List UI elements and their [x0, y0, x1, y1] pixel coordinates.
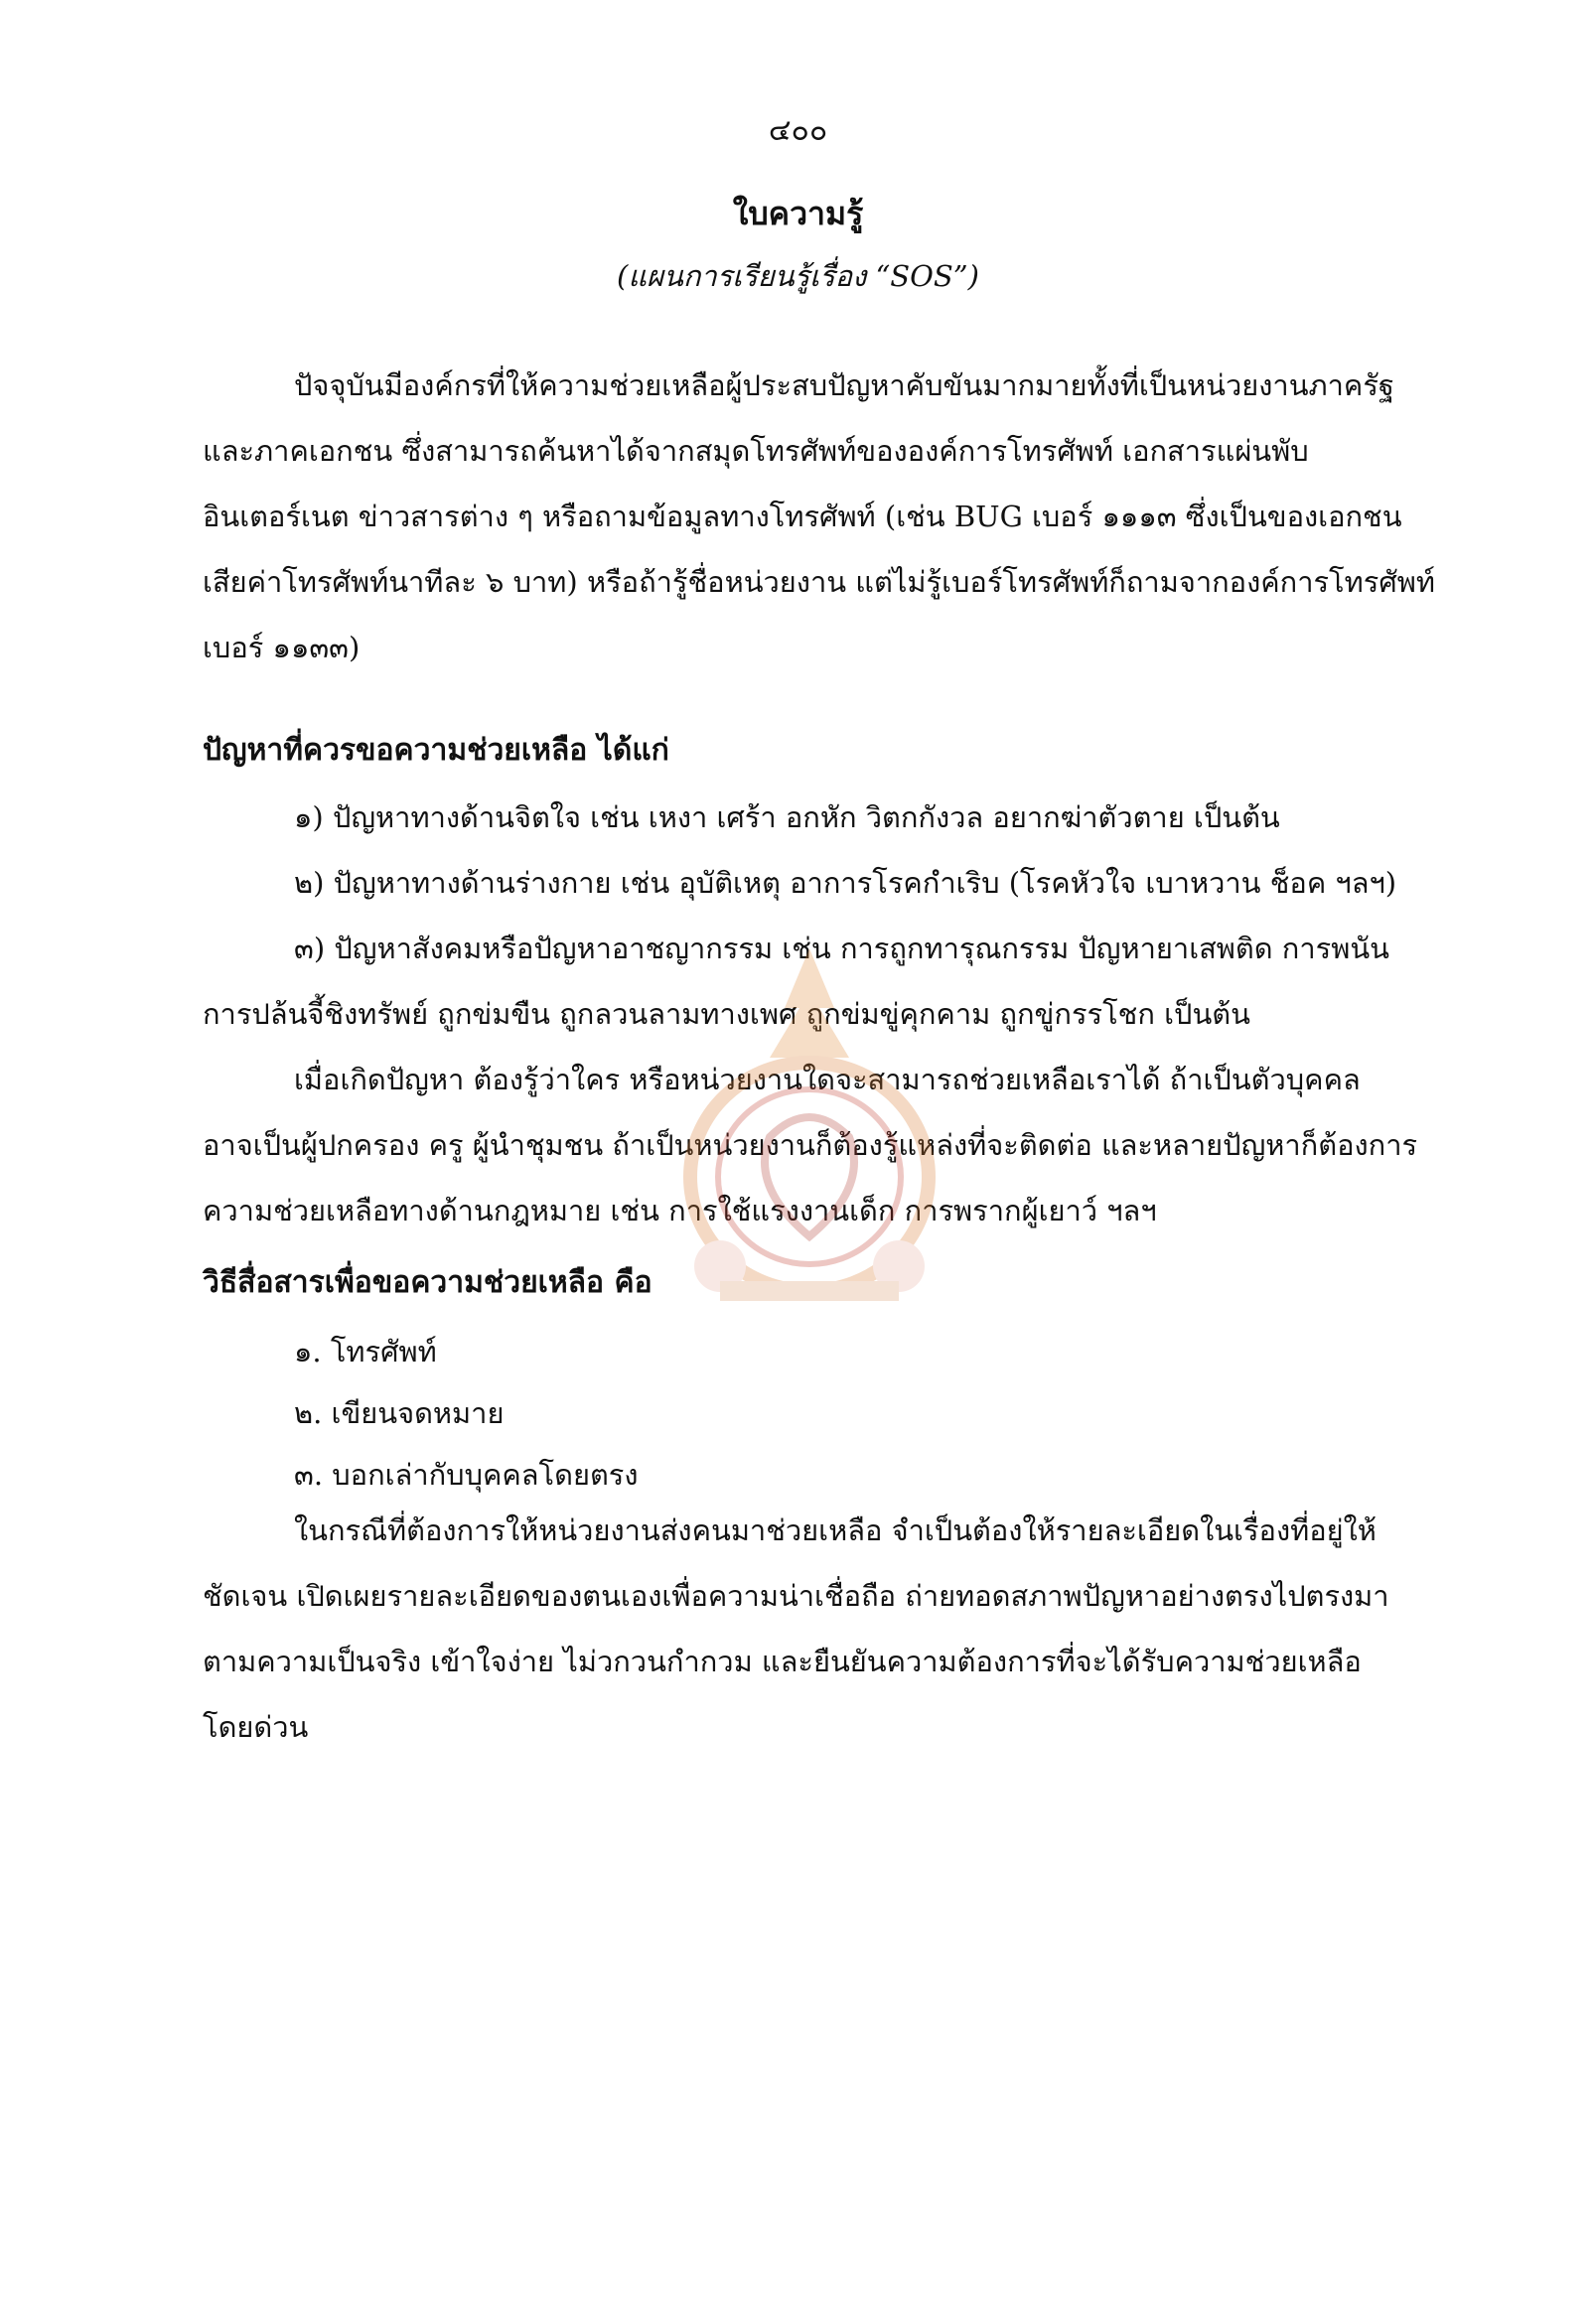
problem-item: ๒) ปัญหาทางด้านร่างกาย เช่น อุบัติเหตุ อาการโรคกำเริบ (โรคหัวใจ เบาหวาน ช็อค ฯลฯ) — [294, 866, 1397, 900]
closing-line: ตามความเป็นจริง เข้าใจง่าย ไม่วกวนกำกวม และยืนยันความต้องการที่จะได้รับความช่วยเหลือ — [203, 1645, 1362, 1678]
closing-line: โดยด่วน — [203, 1710, 309, 1744]
closing-line: ในกรณีที่ต้องการให้หน่วยงานส่งคนมาช่วยเหลือ จำเป็นต้องให้รายละเอียดในเรื่องที่อยู่ให้ — [294, 1513, 1377, 1547]
watermark-emblem-icon — [660, 938, 958, 1316]
method-item: ๑. โทรศัพท์ — [294, 1335, 437, 1368]
document-title: ใบความรู้ — [732, 195, 864, 232]
document-subtitle: (แผนการเรียนรู้เรื่อง “SOS”) — [617, 259, 979, 293]
page-number: ๔๐๐ — [768, 113, 828, 148]
closing-paragraph — [203, 1498, 1409, 1760]
who-line: ความช่วยเหลือทางด้านกฎหมาย เช่น การใช้แรงงานเด็ก การพรากผู้เยาว์ ฯลฯ — [203, 1194, 1157, 1227]
intro-line: ปัจจุบันมีองค์กรที่ให้ความช่วยเหลือผู้ประสบปัญหาคับขันมากมายทั้งที่เป็นหน่วยงานภาครัฐ — [294, 368, 1394, 402]
methods-heading: วิธีสื่อสารเพื่อขอความช่วยเหลือ คือ — [203, 1265, 653, 1300]
problem-item: ๑) ปัญหาทางด้านจิตใจ เช่น เหงา เศร้า อกหัก วิตกกังวล อยากฆ่าตัวตาย เป็นต้น — [294, 800, 1280, 834]
who-line: อาจเป็นผู้ปกครอง ครู ผู้นำชุมชน ถ้าเป็นหน่วยงานก็ต้องรู้แหล่งที่จะติดต่อ และหลายปัญหาก็ต้องการ — [203, 1128, 1418, 1162]
intro-line: เสียค่าโทรศัพท์นาทีละ ๖ บาท) หรือถ้ารู้ชื่อหน่วยงาน แต่ไม่รู้เบอร์โทรศัพท์ก็ถามจากองค์การโทรศัพท์ — [203, 565, 1435, 599]
problem-item: ๓) ปัญหาสังคมหรือปัญหาอาชญากรรม เช่น การถูกทารุณกรรม ปัญหายาเสพติด การพนัน — [294, 932, 1389, 965]
intro-line: เบอร์ ๑๑๓๓) — [203, 631, 361, 664]
intro-line: และภาคเอกชน ซึ่งสามารถค้นหาได้จากสมุดโทรศัพท์ขององค์การโทรศัพท์ เอกสารแผ่นพับ — [203, 434, 1309, 468]
intro-paragraph — [203, 353, 1435, 680]
problems-heading: ปัญหาที่ควรขอความช่วยเหลือ ได้แก่ — [203, 733, 669, 768]
intro-line: อินเตอร์เนต ข่าวสารต่าง ๆ หรือถามข้อมูลทางโทรศัพท์ (เช่น BUG เบอร์ ๑๑๑๓ ซึ่งเป็นของเอกชน — [203, 500, 1402, 533]
closing-line: ชัดเจน เปิดเผยรายละเอียดของตนเองเพื่อความน่าเชื่อถือ ถ่ายทอดสภาพปัญหาอย่างตรงไปตรงมา — [203, 1579, 1389, 1613]
method-item: ๓. บอกเล่ากับบุคคลโดยตรง — [294, 1458, 639, 1492]
problem-item-continuation: การปล้นจี้ชิงทรัพย์ ถูกข่มขืน ถูกลวนลามทางเพศ ถูกข่มขู่คุกคาม ถูกขู่กรรโชก เป็นต้น — [203, 997, 1250, 1031]
who-line: เมื่อเกิดปัญหา ต้องรู้ว่าใคร หรือหน่วยงานใดจะสามารถช่วยเหลือเราได้ ถ้าเป็นตัวบุคคล — [294, 1063, 1361, 1096]
method-item: ๒. เขียนจดหมาย — [294, 1396, 505, 1430]
